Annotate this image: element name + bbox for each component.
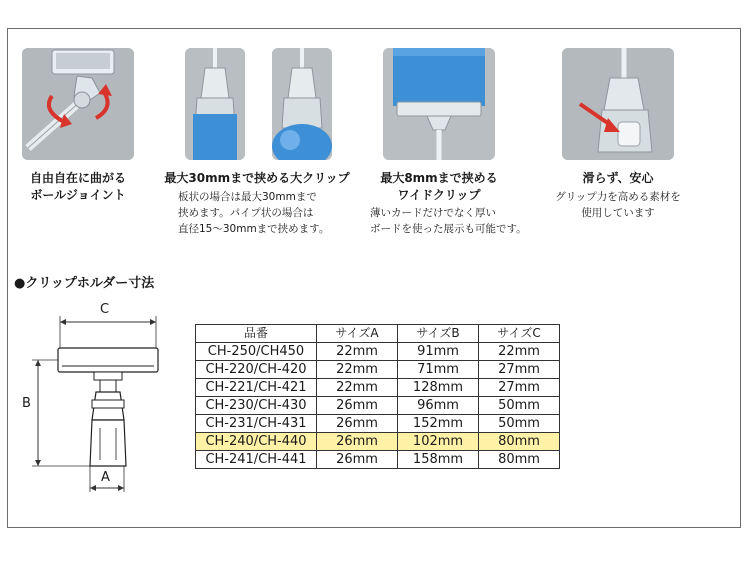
size-spec-table bbox=[195, 324, 560, 469]
feature4-desc-line2: 使用しています bbox=[581, 207, 655, 219]
cell-size-c: 27mm bbox=[479, 361, 560, 379]
cell-size-b: 102mm bbox=[398, 433, 479, 451]
cell-part: CH-220/CH-420 bbox=[196, 361, 317, 379]
wide-clip-photo bbox=[383, 48, 495, 160]
table-row bbox=[196, 379, 560, 397]
cell-size-c: 50mm bbox=[479, 415, 560, 433]
cell-size-b: 128mm bbox=[398, 379, 479, 397]
header-size-b: サイズB bbox=[398, 325, 479, 343]
big-clip-photo-pipe bbox=[272, 48, 332, 160]
feature3-title-line2: ワイドクリップ bbox=[397, 188, 481, 202]
feature1-title-line1: 自由自在に曲がる bbox=[29, 171, 126, 185]
feature1-title-line2: ボールジョイント bbox=[30, 188, 126, 202]
dimension-label-c: C bbox=[100, 302, 110, 317]
feature3-desc-line2: ボードを使った展示も可能です。 bbox=[370, 223, 527, 235]
table-row bbox=[196, 397, 560, 415]
feature2-desc-line1: 板状の場合は最大30mmまで bbox=[178, 191, 317, 203]
feature3-desc-line1: 薄いカードだけでなく厚い bbox=[370, 207, 496, 219]
cell-size-b: 158mm bbox=[398, 451, 479, 469]
cell-size-c: 22mm bbox=[479, 343, 560, 361]
cell-part: CH-240/CH-440 bbox=[196, 433, 317, 451]
cell-size-b: 71mm bbox=[398, 361, 479, 379]
cell-part: CH-231/CH-431 bbox=[196, 415, 317, 433]
cell-size-c: 27mm bbox=[479, 379, 560, 397]
feature3-title-line1: 最大8mmまで挟める bbox=[380, 171, 498, 185]
cell-size-a: 22mm bbox=[317, 379, 398, 397]
cell-part: CH-250/CH450 bbox=[196, 343, 317, 361]
cell-size-a: 22mm bbox=[317, 343, 398, 361]
dimension-label-b: B bbox=[22, 396, 31, 411]
cell-part: CH-230/CH-430 bbox=[196, 397, 317, 415]
cell-size-b: 91mm bbox=[398, 343, 479, 361]
table-row bbox=[196, 415, 560, 433]
cell-size-c: 50mm bbox=[479, 397, 560, 415]
header-part-number: 品番 bbox=[196, 325, 317, 343]
cell-size-c: 80mm bbox=[479, 433, 560, 451]
cell-size-b: 152mm bbox=[398, 415, 479, 433]
cell-size-a: 22mm bbox=[317, 361, 398, 379]
ball-joint-photo bbox=[22, 48, 134, 160]
cell-size-a: 26mm bbox=[317, 451, 398, 469]
grip-photo bbox=[562, 48, 674, 160]
feature2-desc-line3: 直径15〜30mmまで挟めます。 bbox=[178, 223, 330, 235]
header-size-c: サイズC bbox=[479, 325, 560, 343]
big-clip-photo-flat bbox=[185, 48, 245, 160]
header-size-a: サイズA bbox=[317, 325, 398, 343]
cell-part: CH-241/CH-441 bbox=[196, 451, 317, 469]
table-row bbox=[196, 361, 560, 379]
table-row bbox=[196, 451, 560, 469]
cell-part: CH-221/CH-421 bbox=[196, 379, 317, 397]
section-title: ●クリップホルダー寸法 bbox=[14, 276, 155, 291]
table-row-highlighted bbox=[196, 433, 560, 451]
feature4-desc-line1: グリップ力を高める素材を bbox=[555, 191, 681, 203]
cell-size-a: 26mm bbox=[317, 415, 398, 433]
cell-size-c: 80mm bbox=[479, 451, 560, 469]
feature2-desc-line2: 挟めます。パイプ状の場合は bbox=[178, 207, 314, 219]
table-row bbox=[196, 343, 560, 361]
cell-size-a: 26mm bbox=[317, 433, 398, 451]
cell-size-b: 96mm bbox=[398, 397, 479, 415]
clip-holder-dimension-diagram bbox=[20, 300, 170, 500]
feature4-title: 滑らず、安心 bbox=[582, 171, 654, 185]
table-header-row bbox=[196, 325, 560, 343]
feature2-title: 最大30mmまで挟める大クリップ bbox=[164, 171, 350, 185]
cell-size-a: 26mm bbox=[317, 397, 398, 415]
dimension-label-a: A bbox=[101, 470, 110, 485]
